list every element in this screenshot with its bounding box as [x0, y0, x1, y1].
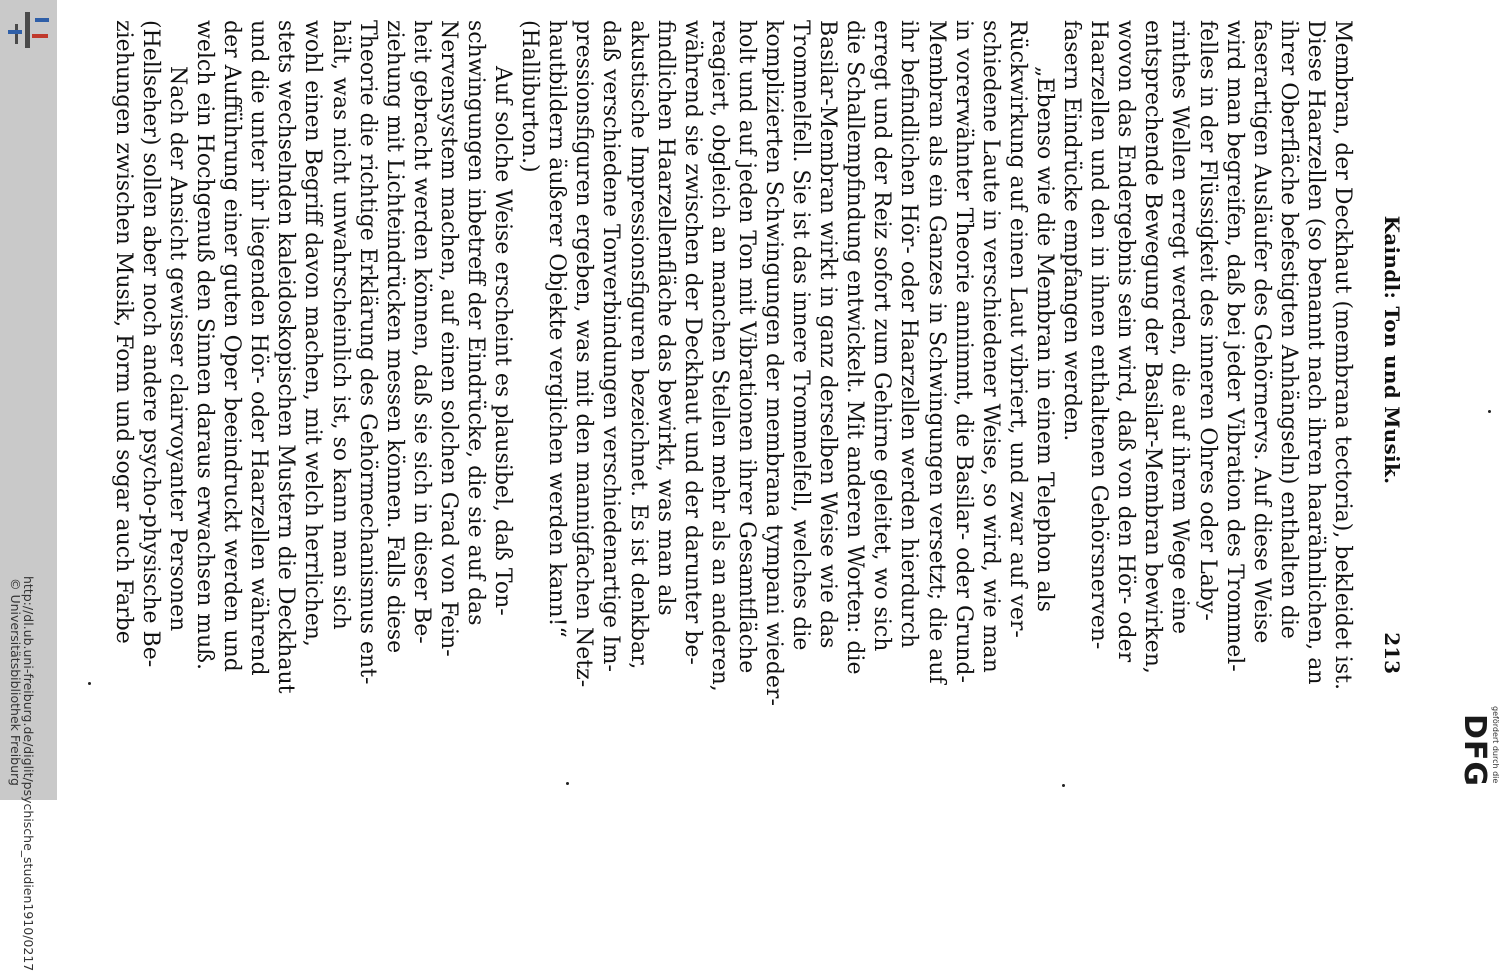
text-line: Theorie die richtige Erklärung des Gehörmechanismus ent-: [354, 20, 380, 685]
text-line: entsprechende Bewegung der Basilar-Membran bewirken,: [1140, 20, 1166, 674]
text-line: Membran als ein Ganzes in Schwingungen versetzt; die auf: [923, 20, 949, 684]
text-line: erregt und der Reiz sofort zum Gehirne geleitet, wo sich: [869, 20, 895, 652]
text-line: wohl einen Begriff davon machen, mit welch herrlichen,: [300, 20, 326, 647]
copyright-notice: © Universitätsbibliothek Freiburg: [8, 578, 23, 786]
text-line: schwingungen inbetreff der Eindrücke, die sie auf das: [463, 20, 488, 626]
text-line: die Schallempfindung entwickelt. Mit anderen Worten: die: [842, 20, 868, 675]
ub-freiburg-logo-icon: [6, 10, 50, 50]
source-url[interactable]: http://dl.ub.uni-freiburg.de/diglit/psychische_studien1910/0217: [21, 576, 36, 971]
text-line: wovon das Endergebnis sein wird, daß von den Hör- oder: [1113, 20, 1139, 663]
text-line: pressionsfiguren ergeben, was mit den mannigfachen Netz-: [571, 20, 597, 688]
text-line: ihr befindlichen Hör- oder Haarzellen werden hierdurch: [896, 20, 922, 649]
running-title: Kaindl: Ton und Musik.: [1380, 215, 1404, 485]
text-line: (Hellseher) sollen aber noch andere psycho-physische Be-: [137, 20, 163, 668]
sidebar: [0, 0, 57, 971]
text-line: schiedene Laute in verschiedener Weise, so wird, wie man: [977, 20, 1003, 673]
text-line: hautbildern äußerer Objekte verglichen werden kann!“: [544, 20, 570, 638]
text-line: akustische Impressionsfiguren bezeichnet. Es ist denkbar,: [625, 20, 651, 670]
text-line: welch ein Hochgenuß den Sinnen daraus erwachsen muß.: [192, 20, 218, 670]
scan-speck: [1062, 784, 1065, 787]
text-line: Rückwirkung auf einen Laut vibriert, und zwar auf ver-: [1004, 20, 1030, 638]
text-line: Diese Haarzellen (so benannt nach ihren haarähnlichen, an: [1302, 20, 1328, 685]
text-line: faserartigen Ausläufer des Gehörnervs. Auf diese Weise: [1248, 20, 1274, 644]
text-line: felles in der Flüssigkeit des inneren Ohres oder Laby-: [1194, 20, 1220, 621]
text-line: (Halliburton.): [517, 20, 543, 173]
text-line: komplizierten Schwingungen der membrana tympani wieder-: [761, 20, 787, 706]
text-line: hält, was nicht unwahrscheinlich ist, so kann man sich: [327, 20, 353, 630]
text-line: daß verschiedene Tonverbindungen verschiedenartige Im-: [598, 20, 624, 672]
text-line: Auf solche Weise erscheint es plausibel, daß Ton-: [490, 66, 516, 616]
text-line: Nach der Ansicht gewisser clairvoyanter Personen: [164, 66, 190, 632]
text-line: während sie zwischen der Deckhaut und der darunter be-: [679, 20, 705, 665]
scan-speck: [1488, 410, 1491, 413]
scan-speck: [566, 782, 569, 785]
text-line: Nervensystem machen, auf einen solchen Grad von Fein-: [435, 20, 461, 657]
page-number: 213: [1380, 632, 1404, 674]
text-line: ihrer Oberfläche befestigten Anhängseln) enthalten die: [1275, 20, 1301, 639]
text-line: Trommelfell. Sie ist das innere Trommelfell, welches die: [788, 20, 814, 651]
text-line: „Ebenso wie die Membran in einem Telephon als: [1031, 66, 1057, 612]
text-line: ziehungen zwischen Musik, Form und sogar auch Farbe: [110, 20, 136, 644]
dfg-logo: DFG: [1457, 714, 1492, 788]
text-line: holt und auf jeden Ton mit Vibrationen ihrer Gesamtfläche: [733, 20, 759, 674]
text-line: findlichen Haarzellenfläche das bewirkt, was man als: [652, 20, 678, 616]
body-text: [110, 20, 1356, 706]
text-line: reagiert, obgleich an manchen Stellen mehr als an anderen,: [706, 20, 732, 692]
text-line: der Aufführung einer guten Oper beeindruckt werden und: [219, 20, 245, 672]
scan-speck: [88, 682, 91, 685]
dfg-credit-text: gefördert durch die: [1491, 706, 1500, 784]
text-line: fasern Eindrücke empfangen werden.: [1059, 20, 1085, 442]
text-line: ziehung mit Lichteindrücken messen können. Falls diese: [381, 20, 407, 654]
text-line: rinthes Wellen erregt werden, die auf ihrem Wege eine: [1167, 20, 1193, 635]
text-line: Membran, der Deckhaut (membrana tectoria), bekleidet ist.: [1330, 20, 1355, 690]
text-line: Haarzellen und den in ihnen enthaltenen Gehörsnerven-: [1086, 20, 1112, 650]
text-line: Basilar-Membran wirkt in ganz derselben Weise wie das: [815, 20, 841, 649]
text-line: heit gebracht werden können, daß sie sich in dieser Be-: [408, 20, 434, 644]
text-line: und die unter ihr liegenden Hör- oder Haarzellen während: [246, 20, 272, 676]
text-line: wird man begreifen, daß bei jeder Vibration des Trommel-: [1221, 20, 1247, 672]
text-line: stets wechselnden kaleidoskopischen Mustern die Deckhaut: [273, 20, 299, 694]
scanned-page: [110, 20, 1408, 706]
page-header: [1378, 20, 1404, 680]
text-line: in vorerwähnter Theorie annimmt, die Basilar- oder Grund-: [950, 20, 976, 683]
